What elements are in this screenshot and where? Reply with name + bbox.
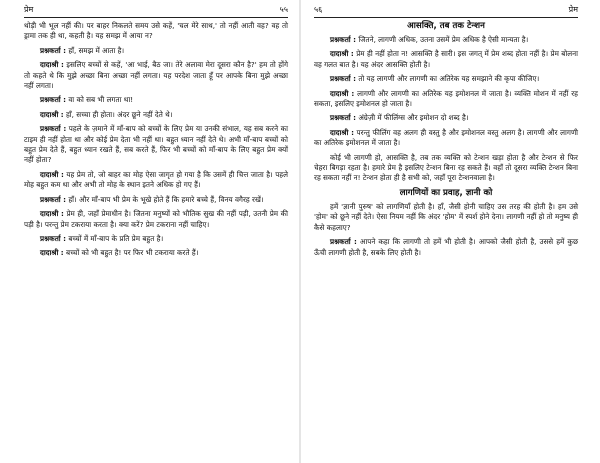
paragraph: दादाश्री : इसलिए बच्चों से कहें, 'आ भाई, बैठ जा। तेरे अलावा मेरा दूसरा कौन है?' हम तो होंगे तो कहते थे कि मुझे अच्छा बिना अच्छा नहीं लगता। यह परदेश जाता हूँ पर आपके बिना मुझे अच्छा नहीं लगता। xyxy=(24,60,288,91)
paragraph: प्रश्नकर्ता : तो यह लागणी और लागणी का अतिरेक यह समझाने की कृपा कीजिए। xyxy=(330,74,540,84)
paragraph: दादाश्री : हाँ, सच्चा ही होता। अंदर छूने नहीं देते थे। xyxy=(40,109,173,119)
paragraph: प्रश्नकर्ता : हाँ। और माँ-बाप भी प्रेम के भूखे होते हैं कि हमारे बच्चे हैं, विनय वगैरह रखें। xyxy=(40,194,264,204)
left-page-number: ५५ xyxy=(279,5,288,14)
paragraph: हमें 'ज्ञानी पुरुष' को लागणियाँ होती है। हाँ, जैसी होनी चाहिए उस तरह की होती है। हम उसे 'होम' को छूने नहीं देते। ऐसा नियम नहीं कि अंदर 'होम' में स्पर्श होने देना। लागणी नहीं हो तो मनुष्य ही कैसे कहलाए? xyxy=(314,201,578,232)
speaker-label: दादाश्री : xyxy=(40,109,64,119)
speaker-label: दादाश्री : xyxy=(40,248,64,258)
speaker-label: दादाश्री : xyxy=(40,169,64,179)
left-header-title: प्रेम xyxy=(24,5,34,14)
speaker-label: दादाश्री : xyxy=(330,88,355,98)
paragraph: दादाश्री : परन्तु फीलिंग वह अलग ही वस्तु है और इमोशनल वस्तु अलग है। लागणी और लागणी का अतिरेक इमोशनल में जाता है। xyxy=(314,127,578,148)
speaker-label: दादाश्री : xyxy=(40,60,64,70)
speaker-label: प्रश्नकर्ता : xyxy=(330,113,357,123)
left-page-body xyxy=(24,21,288,259)
left-header-rule xyxy=(24,17,288,18)
paragraph: प्रश्नकर्ता : पहले के ज़माने में माँ-बाप को बच्चों के लिए प्रेम या उनकी संभाल, यह सब करने का टाइम ही नहीं होता था और कोई प्रेम देता भी नहीं था। बहुत ध्यान नहीं देते थे। अभी माँ-बाप बच्चों को बहुत प्रेम देते हैं, बहुत ध्यान रखते हैं, सब करते हैं, फिर भी बच्चों को माँ-बाप के लिए बहुत प्रेम क्यों नहीं होता? xyxy=(24,124,288,165)
speaker-label: प्रश्नकर्ता : xyxy=(330,35,357,44)
paragraph: प्रश्नकर्ता : बच्चों में माँ-बाप के प्रति प्रेम बहुत है। xyxy=(40,233,164,243)
right-header-title: प्रेम xyxy=(568,5,578,14)
paragraph: प्रश्नकर्ता : जितने, लागणी अधिक, उतना उसमें प्रेम अधिक है ऐसी मान्यता है। xyxy=(330,35,529,44)
paragraph: थोड़ी भी भूल नहीं की। पर बाहर निकलते समय उसे कहें, 'चल मेरे साथ,' तो नहीं आती वह? वह तो ड्रामा तक ही था, कहती है। यह समझ में आया न? xyxy=(24,21,288,41)
paragraph: दादाश्री : प्रेम ही, जहाँ प्रेमाधीन है। जितना मनुष्यों को भौतिक सुख की नहीं पड़ी, उतनी प्रेम की पड़ी है। परन्तु प्रेम टकराया करता है। क्या करें? प्रेम टकराना नहीं चाहिए। xyxy=(24,209,288,229)
left-page-header xyxy=(24,4,288,15)
speaker-label: दादाश्री : xyxy=(330,49,354,59)
paragraph: प्रश्नकर्ता : वा को सब भी लगता था! xyxy=(40,95,134,105)
section-heading: आसक्ति, तब तक टेन्शन xyxy=(407,21,485,31)
speaker-label: प्रश्नकर्ता : xyxy=(40,233,67,243)
speaker-label: प्रश्नकर्ता : xyxy=(40,194,67,204)
paragraph: प्रश्नकर्ता : हाँ, समझ में आता है। xyxy=(40,45,125,55)
right-header-rule xyxy=(314,17,578,18)
right-page-body xyxy=(314,21,578,258)
speaker-label: प्रश्नकर्ता : xyxy=(40,95,67,105)
section-heading: लागणियों का प्रवाह, ज्ञानी को xyxy=(399,187,493,198)
paragraph: प्रश्नकर्ता : अंग्रेज़ी में फीलिंग्स और इमोशन दो शब्द है। xyxy=(330,113,469,123)
right-page xyxy=(300,0,600,463)
speaker-label: दादाश्री : xyxy=(330,127,354,137)
speaker-label: प्रश्नकर्ता : xyxy=(40,124,67,134)
speaker-label: प्रश्नकर्ता : xyxy=(40,45,67,55)
speaker-label: दादाश्री : xyxy=(40,209,64,219)
paragraph: दादाश्री : लागणी और लागणी का अतिरेक यह इमोशनल में जाता है। व्यक्ति मोशन में नहीं रह सकता, इसलिए इमोशनल हो जाता है। xyxy=(314,88,578,109)
paragraph: दादाश्री : बच्चों को भी बहुत है! पर फिर भी टकराया करते हैं। xyxy=(40,248,199,258)
speaker-label: प्रश्नकर्ता : xyxy=(330,237,357,247)
speaker-label: प्रश्नकर्ता : xyxy=(330,74,357,84)
paragraph: दादाश्री : यह प्रेम तो, जो बाहर का मोह ऐसा जागृत हो गया है कि उसमें ही चित्त जाता है। पहले मोह बहुत कम था और अभी तो मोह के स्थान इतने अधिक हो गए हैं। xyxy=(24,169,289,190)
right-page-header xyxy=(314,4,578,15)
right-page-number: ५६ xyxy=(314,5,323,14)
paragraph: दादाश्री : प्रेम ही नहीं होता न! आसक्ति है सारी। इस जगत् में प्रेम शब्द होता नहीं है। प्रेम बोलना वह गलत बात है। यह अंदर आसक्ति होती है। xyxy=(314,49,579,69)
paragraph: प्रश्नकर्ता : आपने कहा कि लागणी तो हमें भी होती है। आपको जैसी होती है, उससे हमें कुछ ऊँची लागणी होती है, सबके लिए होती है। xyxy=(314,237,578,257)
paragraph: कोई भी लागणी हो, आसक्ति है, तब तक व्यक्ति को टेन्शन खड़ा होता है और टेन्शन से फिर चेहरा बिगड़ा रहता है। हमारे प्रेम है इसलिए टेन्शन बिना रह सकते हैं। वहाँ तो दूसरा व्यक्ति टेन्शन बिना रह सकता नहीं न! टेन्शन होता ही है सभी को, जहाँ पूरा टेन्शनवाला है। xyxy=(314,152,578,183)
